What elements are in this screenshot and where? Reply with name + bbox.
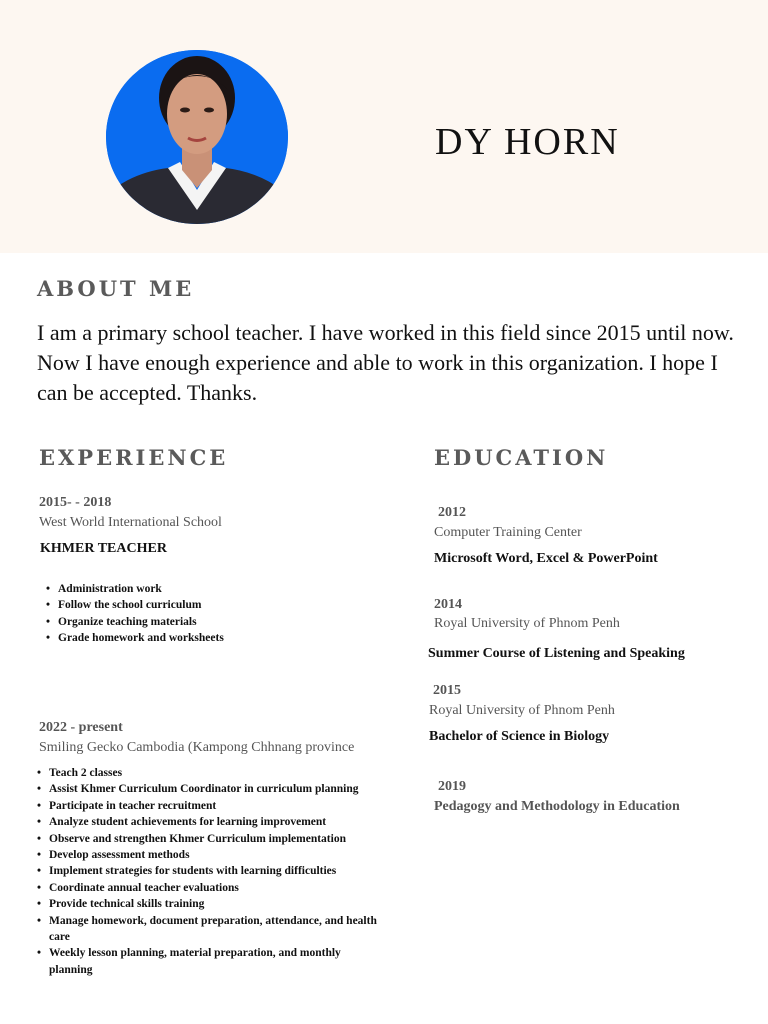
job-duties-list (37, 765, 382, 978)
duty-item: • Assist Khmer Curriculum Coordinator in curriculum planning (37, 781, 382, 797)
job-duties-list (46, 581, 376, 647)
education-year: 2014 (434, 597, 462, 612)
duty-item: • Implement strategies for students with learning difficulties (37, 863, 382, 879)
duty-item: • Analyze student achievements for learning improvement (37, 814, 382, 830)
education-school: Royal University of Phnom Penh (434, 616, 620, 631)
duty-item: • Manage homework, document preparation, attendance, and health care (37, 913, 382, 946)
experience-title: EXPERIENCE (39, 445, 229, 470)
education-school: Computer Training Center (434, 525, 582, 540)
education-course: Microsoft Word, Excel & PowerPoint (434, 551, 658, 566)
education-school: Pedagogy and Methodology in Education (434, 799, 680, 814)
job-years: 2015- - 2018 (39, 495, 112, 510)
duty-item: • Coordinate annual teacher evaluations (37, 880, 382, 896)
about-title: ABOUT ME (37, 276, 195, 301)
duty-item: • Participate in teacher recruitment (37, 798, 382, 814)
about-text: I am a primary school teacher. I have worked in this field since 2015 until now. Now I have enough experience and able to work in this organization. I hope I can be accepted. Thanks. (37, 320, 734, 405)
profile-photo (106, 50, 288, 224)
education-course: Bachelor of Science in Biology (429, 729, 610, 744)
job-role: KHMER TEACHER (40, 541, 167, 556)
duty-item: • Develop assessment methods (37, 847, 382, 863)
job-organization: West World International School (39, 515, 222, 530)
education-year: 2012 (438, 505, 466, 520)
duty-item: • Follow the school curriculum (46, 597, 376, 613)
duty-item: • Administration work (46, 581, 376, 597)
education-course: Summer Course of Listening and Speaking (428, 646, 685, 661)
duty-item: • Organize teaching materials (46, 614, 376, 630)
education-year: 2019 (438, 779, 466, 794)
education-title: EDUCATION (434, 445, 609, 470)
duty-item: • Weekly lesson planning, material preparation, and monthly planning (37, 945, 382, 978)
education-school: Royal University of Phnom Penh (429, 703, 615, 718)
applicant-name: DY HORN (435, 121, 620, 163)
job-years: 2022 - present (39, 720, 123, 735)
job-organization: Smiling Gecko Cambodia (Kampong Chhnang province (39, 740, 355, 755)
duty-item: • Teach 2 classes (37, 765, 382, 781)
duty-item: • Grade homework and worksheets (46, 630, 376, 646)
duty-item: • Provide technical skills training (37, 896, 382, 912)
education-year: 2015 (433, 683, 461, 698)
duty-item: • Observe and strengthen Khmer Curriculum implementation (37, 831, 382, 847)
